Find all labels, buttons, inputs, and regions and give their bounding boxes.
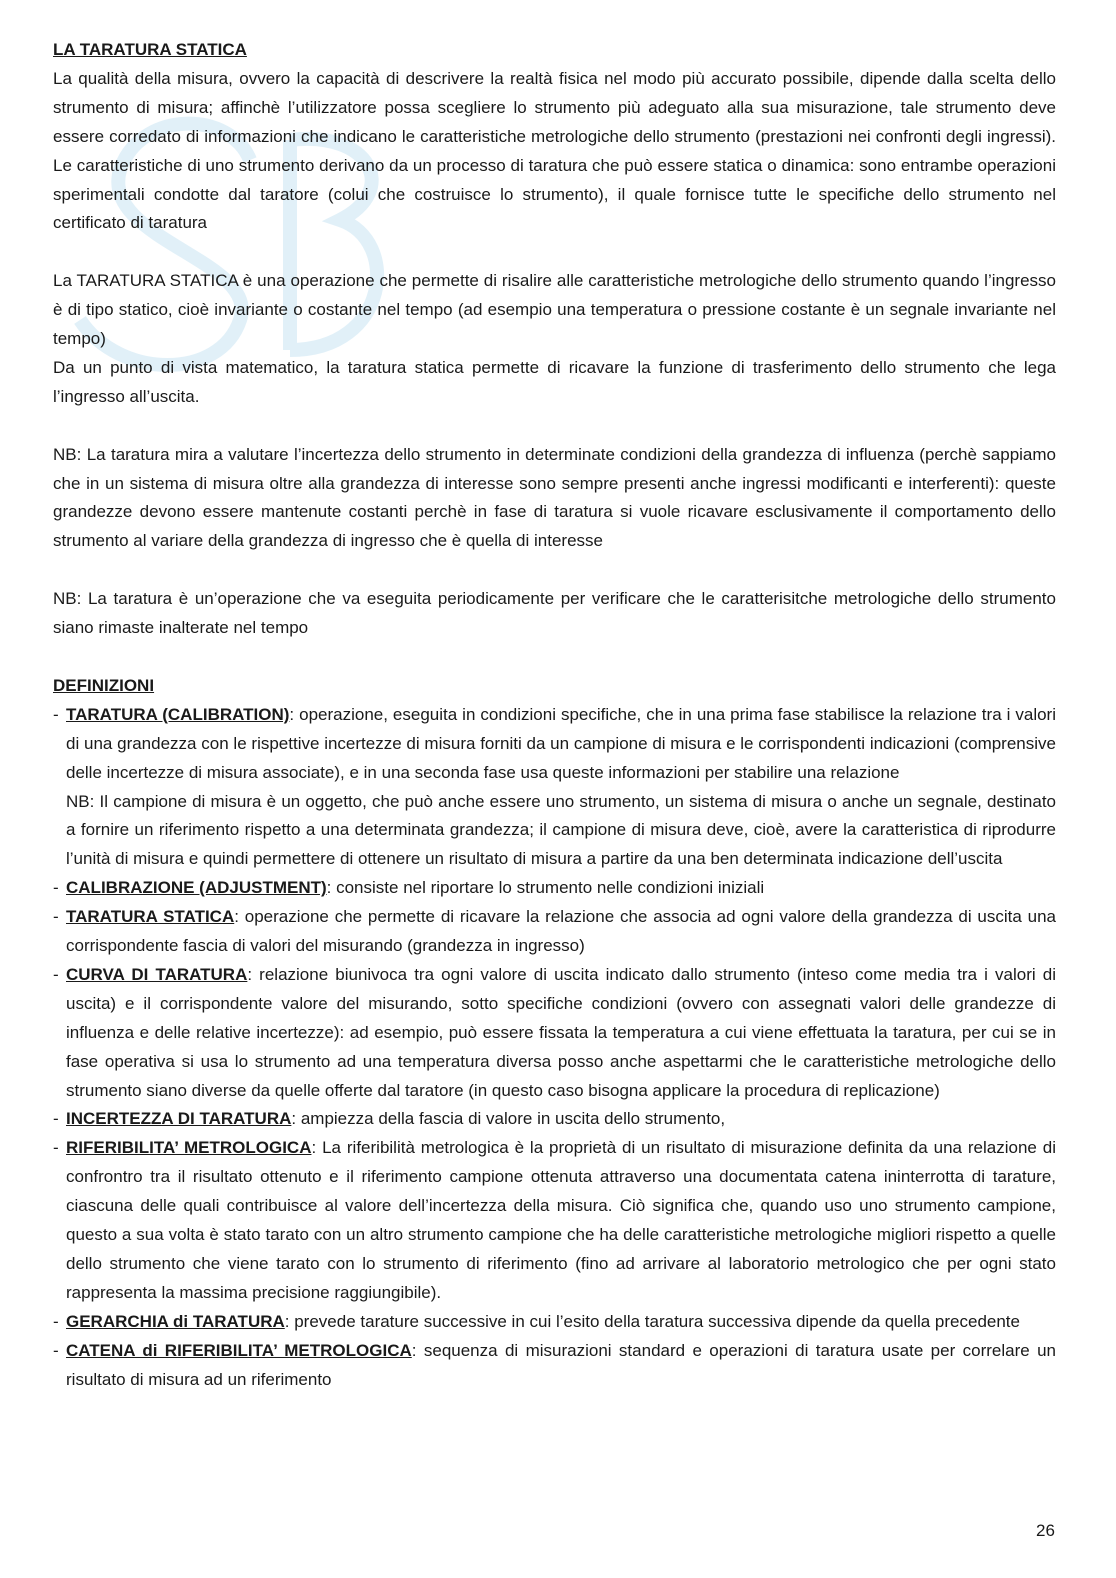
list-dash: - [53,704,59,724]
definition-term: GERARCHIA di TARATURA [66,1311,285,1331]
definition-text: : La riferibilità metrologica è la proprietà di un risultato di misurazione definita da una relazione di confrontro tra il risultato ottenuto e il riferimento campione ottenuta attraverso una documentata catena ininterrotta di tarature, ciascuna delle quali contribuisce al valore dell’incertezza della misura. Ciò significa che, quando uso uno strumento campione, questo a sua volta è stato tarato con un altro strumento campione che ha delle caratteristiche metrologiche migliori rispetto a quelle dello strumento che viene tarato con lo strumento di riferimento (fino ad arrivare al laboratorio metrologico che per ogni stato rappresenta la massima precisione raggiungibile). [66,1138,1056,1302]
document-page [53,36,1056,1395]
definition-text: : prevede tarature successive in cui l’esito della taratura successiva dipende da quella precedente [284,1311,1020,1331]
list-dash: - [53,878,59,898]
definition-text: : sequenza di misurazioni standard e operazioni di taratura usate per correlare un risultato di misura ad un riferimento [66,1340,1056,1389]
definition-text: : operazione che permette di ricavare la relazione che associa ad ogni valore della grandezza di uscita una corrispondente fascia di valori del misurando (grandezza in ingresso) [66,907,1056,956]
definition-term: INCERTEZZA DI TARATURA [66,1109,292,1129]
math-view-paragraph: Da un punto di vista matematico, la taratura statica permette di ricavare la funzione di trasferimento dello strumento che lega l’ingresso all’uscita. [53,357,1056,406]
definition-term: TARATURA (CALIBRATION) [66,704,290,724]
definition-term: CALIBRAZIONE (ADJUSTMENT) [66,878,327,898]
definition-term: CURVA DI TARATURA [66,964,248,984]
definition-item [53,903,1056,961]
list-dash: - [53,1109,59,1129]
intro-paragraph: La qualità della misura, ovvero la capacità di descrivere la realtà fisica nel modo più accurato possibile, dipende dalla scelta dello strumento di misura; affinchè l’utilizzatore possa scegliere lo strumento più adeguato alla sua misurazione, tale strumento deve essere corredato di informazioni che indicano le caratteristiche metrologiche dello strumento (prestazioni nei confronti degli ingressi). Le caratteristiche di uno strumento derivano da un processo di taratura che può essere statica o dinamica: sono entrambe operazioni sperimentali condotte dal taratore (colui che costruisce lo strumento), il quale fornisce tutte le specifiche dello strumento nel certificato di taratura [53,68,1056,233]
definition-text: : relazione biunivoca tra ogni valore di uscita indicato dallo strumento (inteso come media tra i valori di uscita) e il corrispondente valore del misurando, sotto specifiche condizioni (ovvero con assegnati valori delle grandezze di influenza e delle relative incertezze): ad esempio, può essere fissata la temperatura a cui viene effettuata la taratura, per cui se in fase operativa si usa lo strumento ad una temperatura diversa posso anche aspettarmi che le caratteristiche metrologiche dello strumento siano diverse da quelle offerte dal taratore (in questo caso bisogna applicare la procedura di replicazione) [66,964,1056,1100]
page-number: 26 [1036,1521,1055,1540]
definition-item [53,701,1056,788]
definition-term: RIFERIBILITA’ METROLOGICA [66,1138,312,1158]
definition-item [53,961,1056,1106]
definition-term: CATENA di RIFERIBILITA’ METROLOGICA [66,1340,412,1360]
definition-item [53,1337,1056,1395]
definition-term: TARATURA STATICA [66,907,235,927]
list-dash: - [53,1311,59,1331]
definition-text: : ampiezza della fascia di valore in uscita dello strumento, [291,1109,726,1129]
definition-item [53,1105,1056,1134]
definition-item [53,874,1056,903]
list-dash: - [53,1340,59,1360]
definition-item [53,1134,1056,1307]
definitions-heading: DEFINIZIONI [53,675,155,695]
section-heading: LA TARATURA STATICA [53,40,247,59]
static-calibration-paragraph: La TARATURA STATICA è una operazione che permette di risalire alle caratteristiche metrologiche dello strumento quando l’ingresso è di tipo statico, cioè invariante o costante nel tempo (ad esempio una temperatura o pressione costante è un segnale invariante nel tempo) [53,271,1056,349]
list-dash: - [53,1138,59,1158]
definition-text: : consiste nel riportare lo strumento nelle condizioni iniziali [326,878,765,898]
definition-note: NB: Il campione di misura è un oggetto, che può anche essere uno strumento, un sistema di misura o anche un segnale, destinato a fornire un riferimento rispetto a una determinata grandezza; il campione di misura deve, cioè, avere la caratteristica di riprodurre l’unità di misura e quindi permettere di ottenere un risultato di misura a partire da una ben determinata indicazione dell’uscita [66,791,1056,869]
definition-text: : operazione, eseguita in condizioni specifiche, che in una prima fase stabilisce la relazione tra i valori di una grandezza con le rispettive incertezze di misura forniti da un campione di misura e le corrispondenti indicazioni (comprensive delle incertezze di misura associate), e in una seconda fase usa queste informazioni per stabilire una relazione [66,704,1056,782]
list-dash: - [53,964,59,984]
note-uncertainty-paragraph: NB: La taratura mira a valutare l’incertezza dello strumento in determinate condizioni della grandezza di influenza (perchè sappiamo che in un sistema di misura oltre alla grandezza di interesse sono sempre presenti anche ingressi modificanti e interferenti): queste grandezze devono essere mantenute costanti perchè in fase di taratura si vuole ricavare esclusivamente il comportamento dello strumento al variare della grandezza di ingresso che è quella di interesse [53,444,1056,551]
list-dash: - [53,907,59,927]
definition-item [53,1308,1056,1337]
note-periodic-paragraph: NB: La taratura è un’operazione che va eseguita periodicamente per verificare che le caratterisitche metrologiche dello strumento siano rimaste inalterate nel tempo [53,589,1056,638]
